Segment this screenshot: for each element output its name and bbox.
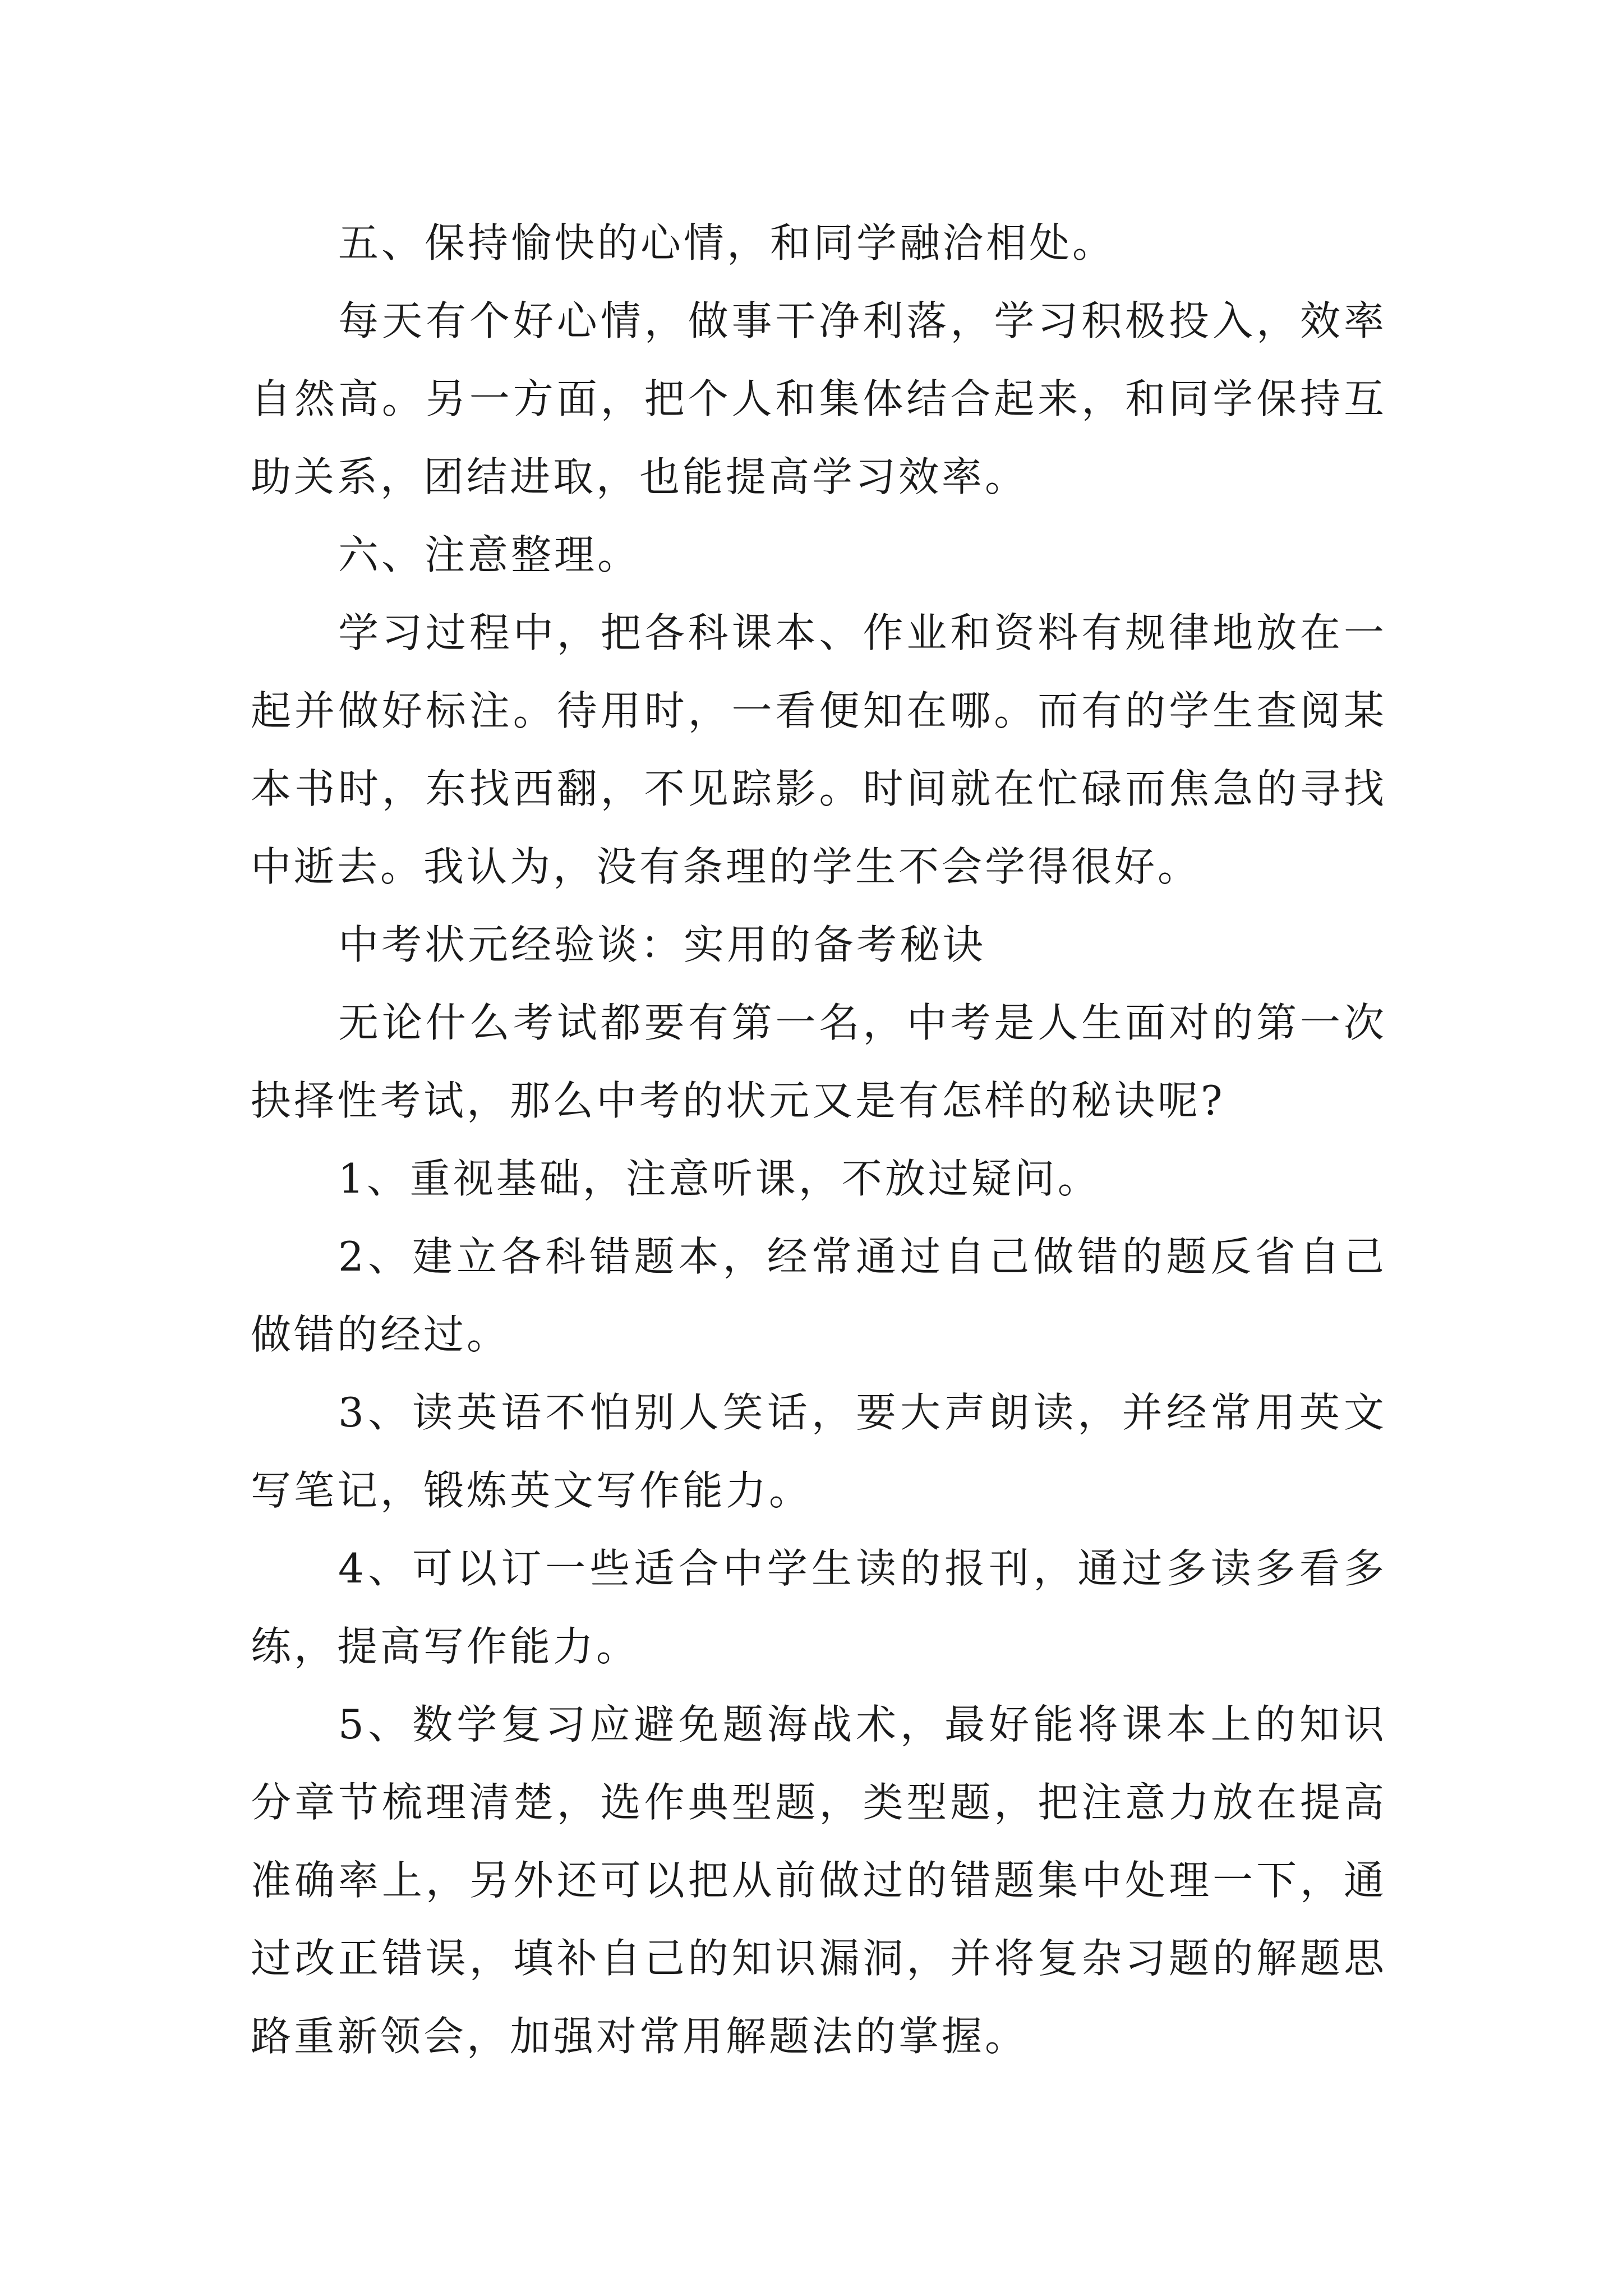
section-heading [251,906,1387,984]
text-line: 4、可以订一些适合中学生读的报刊，通过多读多看多 [338,1545,1387,1592]
text-line: 助关系，团结进取，也能提高学习效率。 [251,453,1029,500]
text-line: 中逝去。我认为，没有条理的学生不会学得很好。 [251,843,1201,890]
text-line: 中考状元经验谈：实用的备考秘诀 [338,921,986,968]
text-line: 自然高。另一方面，把个人和集体结合起来，和同学保持互 [251,375,1387,422]
text-line: 1、重视基础，注意听课，不放过疑问。 [338,1155,1101,1202]
paragraph [251,282,1387,516]
text-line: 5、数学复习应避免题海战术，最好能将课本上的知识 [338,1701,1387,1748]
list-item [251,1530,1387,1686]
text-line: 3、读英语不怕别人笑话，要大声朗读，并经常用英文 [338,1389,1387,1436]
section-heading [251,204,1387,282]
text-line: 做错的经过。 [251,1311,510,1358]
text-line: 起并做好标注。待用时，一看便知在哪。而有的学生查阅某 [251,687,1387,734]
paragraph [251,594,1387,906]
text-line: 抉择性考试，那么中考的状元又是有怎样的秘诀呢? [251,1077,1225,1124]
text-line: 练，提高写作能力。 [251,1623,640,1670]
list-item [251,1374,1387,1530]
list-item [251,1686,1387,2076]
text-line: 本书时，东找西翻，不见踪影。时间就在忙碌而焦急的寻找 [251,765,1387,812]
text-line: 2、建立各科错题本，经常通过自己做错的题反省自己 [338,1233,1387,1280]
text-line: 路重新领会，加强对常用解题法的掌握。 [251,2013,1029,2060]
text-line: 分章节梳理清楚，选作典型题，类型题，把注意力放在提高 [251,1779,1387,1826]
document-body [251,204,1387,2076]
text-line: 过改正错误，填补自己的知识漏洞，并将复杂习题的解题思 [251,1935,1387,1982]
text-line: 写笔记，锻炼英文写作能力。 [251,1467,813,1514]
text-line: 学习过程中，把各科课本、作业和资料有规律地放在一 [338,609,1387,656]
text-line: 准确率上，另外还可以把从前做过的错题集中处理一下，通 [251,1857,1387,1904]
text-line: 五、保持愉快的心情，和同学融洽相处。 [338,219,1116,266]
list-item [251,1140,1387,1218]
section-heading [251,516,1387,594]
text-line: 每天有个好心情，做事干净利落，学习积极投入，效率 [338,297,1387,344]
text-line: 无论什么考试都要有第一名，中考是人生面对的第一次 [338,999,1387,1046]
text-line: 六、注意整理。 [338,531,641,578]
paragraph [251,984,1387,1140]
list-item [251,1218,1387,1374]
